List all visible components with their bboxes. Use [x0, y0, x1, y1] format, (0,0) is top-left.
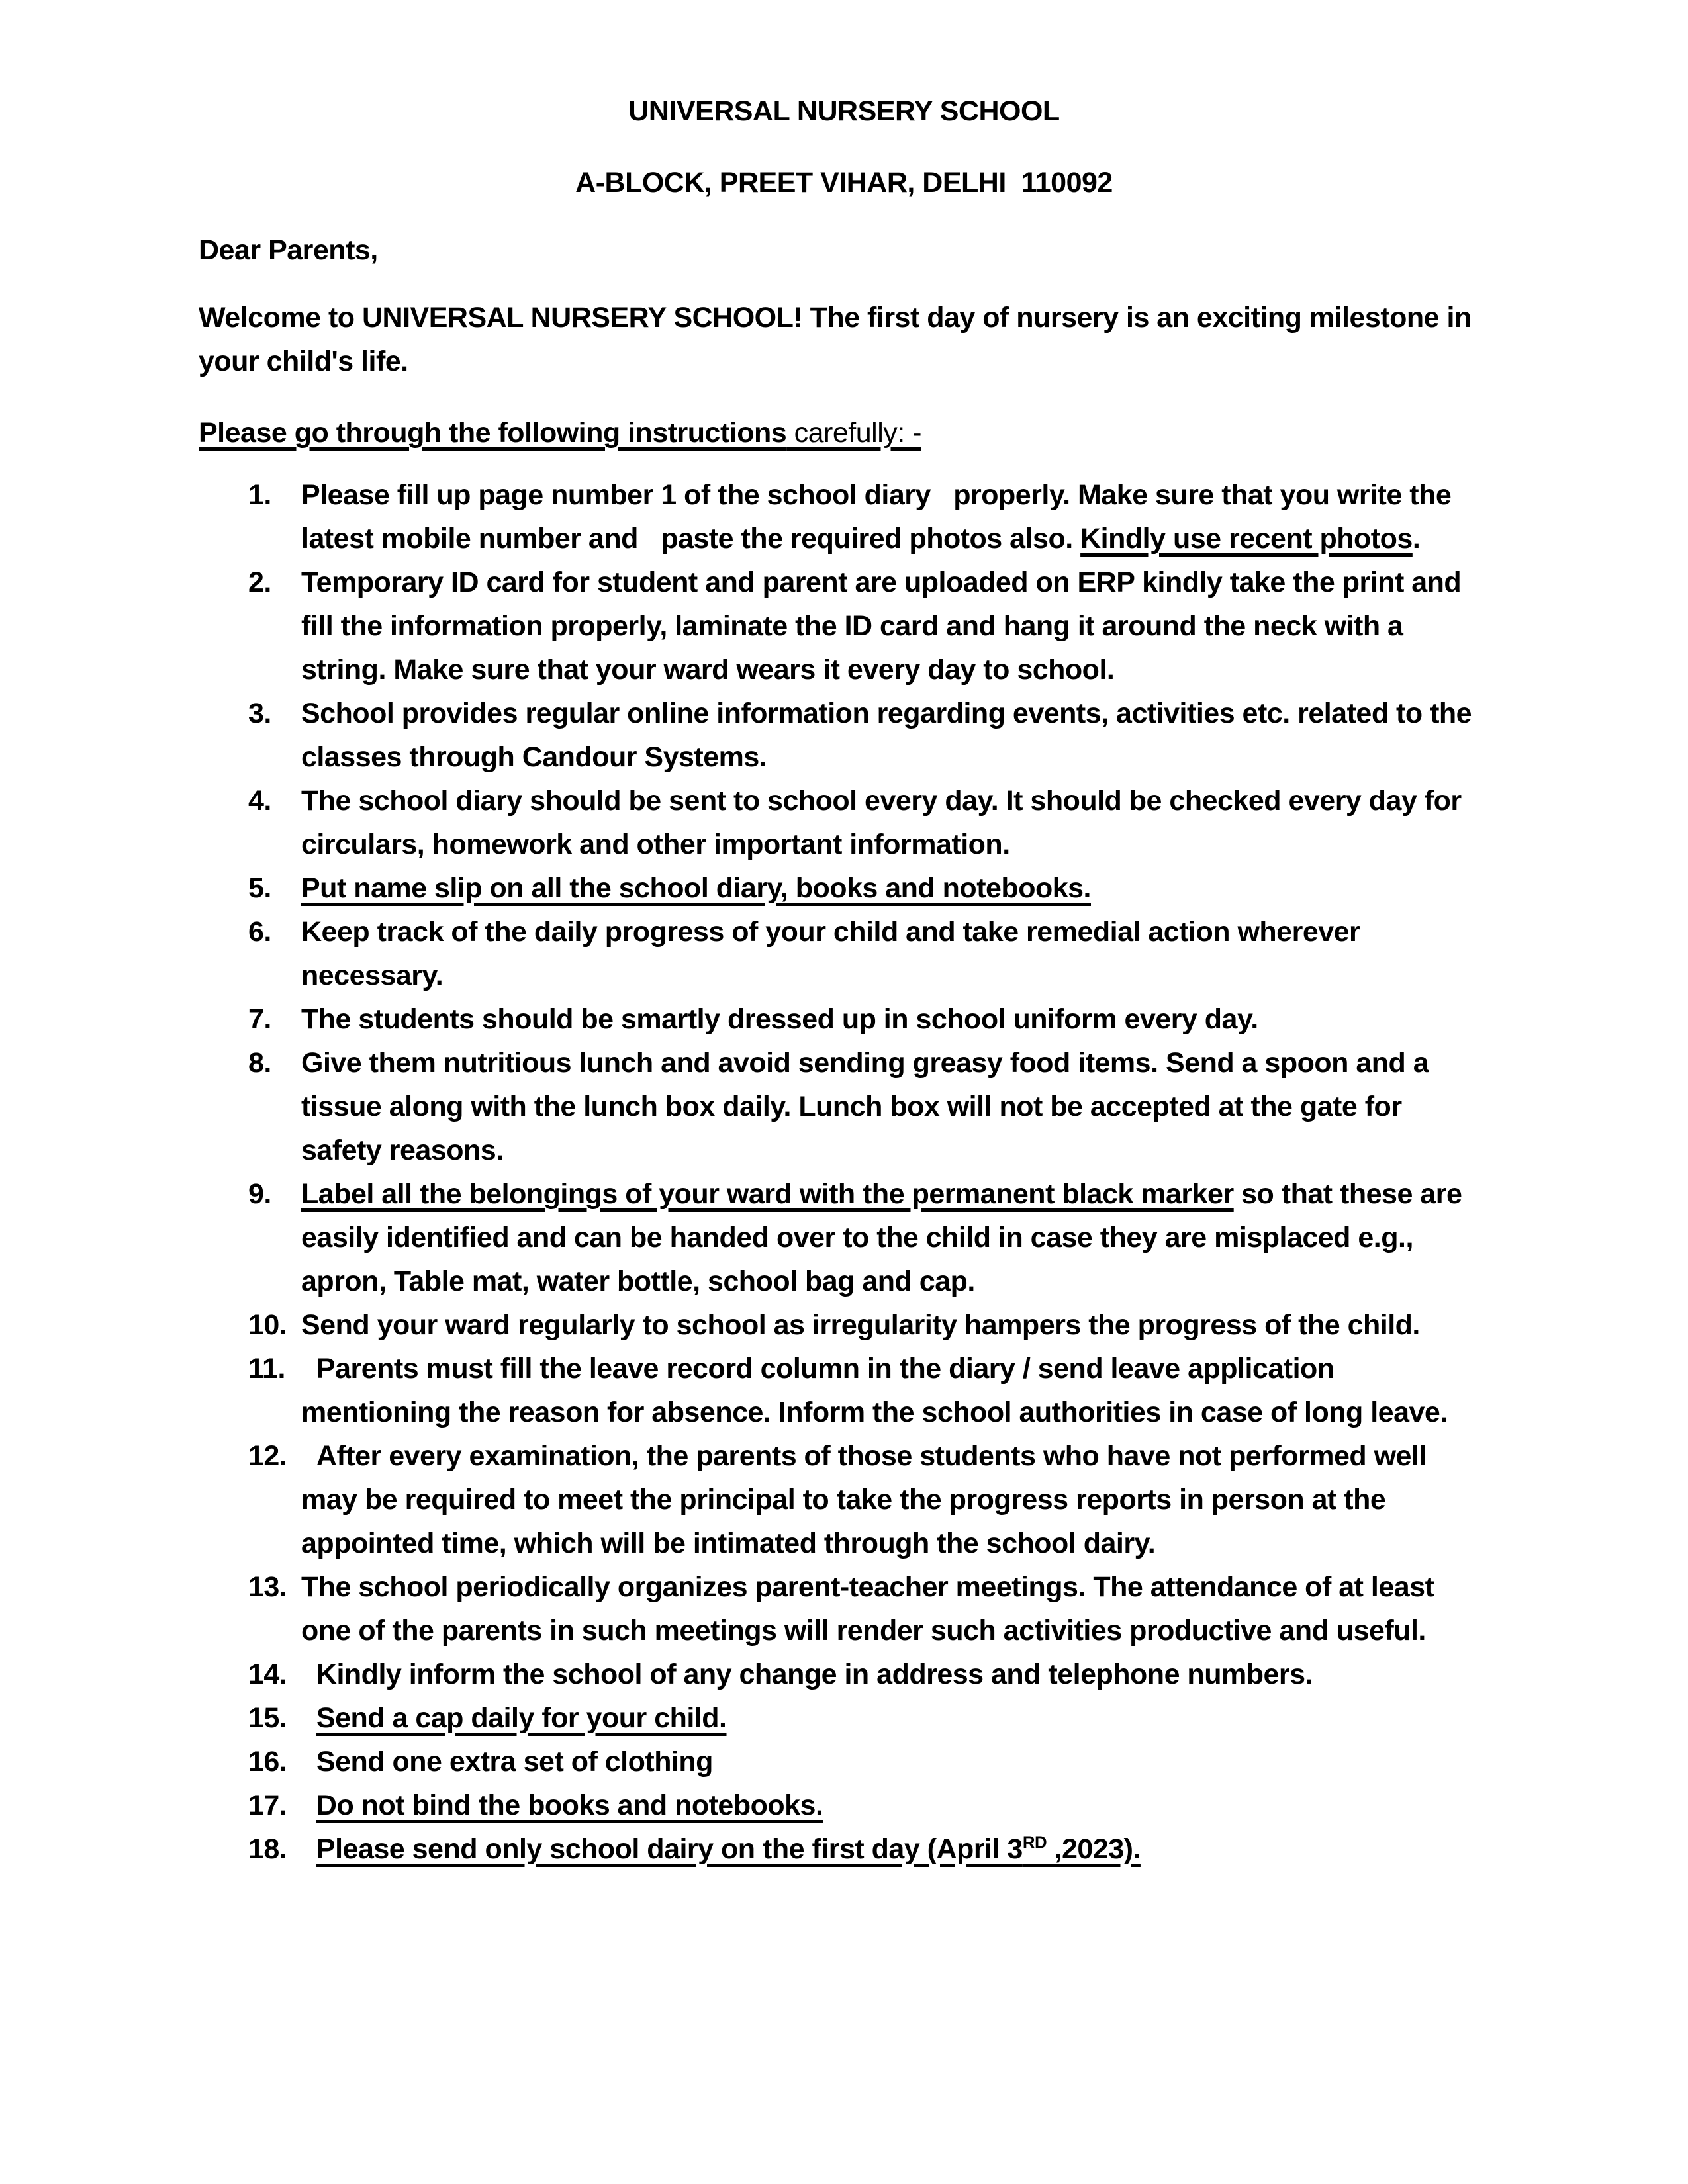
- instruction-item: [199, 997, 1489, 1041]
- instruction-item: [199, 1653, 1489, 1696]
- instructions-heading-bold: Please go through the following instructions: [199, 417, 787, 449]
- instruction-item: [199, 1347, 1489, 1434]
- instruction-item: [199, 1303, 1489, 1347]
- text-segment: Do not bind the books and notebooks.: [316, 1790, 823, 1821]
- instruction-number: 8.: [248, 1047, 271, 1079]
- underlined-text: [301, 872, 1091, 904]
- instruction-number: 18.: [248, 1833, 287, 1865]
- underlined-text: [316, 1833, 1141, 1865]
- text-segment: ,2023).: [1047, 1833, 1141, 1865]
- text-segment: Give them nutritious lunch and avoid sending greasy food items. Send a spoon and a tissue along with the lunch box daily. Lunch box will not be accepted at the gate for safety reasons.: [301, 1047, 1436, 1166]
- instruction-number: 16.: [248, 1746, 287, 1778]
- instruction-item: [199, 866, 1489, 910]
- text-segment: Send a cap daily for your child.: [316, 1702, 727, 1734]
- instruction-number: 3.: [248, 698, 271, 729]
- instruction-number: 10.: [248, 1309, 287, 1341]
- underlined-text: [316, 1702, 727, 1734]
- instruction-number: 9.: [248, 1178, 271, 1210]
- text-segment: [301, 1833, 316, 1865]
- text-segment: The school diary should be sent to school every day. It should be checked every day for circulars, homework and other important information.: [301, 785, 1470, 860]
- underlined-text: [301, 1178, 1234, 1210]
- instruction-number: 4.: [248, 785, 271, 817]
- instruction-number: 7.: [248, 1003, 271, 1035]
- instruction-number: 6.: [248, 916, 271, 948]
- text-segment: Label all the belongings of your ward with the permanent black marker: [301, 1178, 1234, 1210]
- text-segment: The school periodically organizes parent-teacher meetings. The attendance of at least one of the parents in such meetings will render such activities productive and useful.: [301, 1571, 1442, 1647]
- instruction-number: 14.: [248, 1659, 287, 1690]
- text-segment: School provides regular online information regarding events, activities etc. related to the classes through Candour Systems.: [301, 698, 1479, 773]
- instruction-number: 13.: [248, 1571, 287, 1603]
- instruction-item: [199, 561, 1489, 692]
- instruction-item: [199, 1565, 1489, 1653]
- text-segment: Send your ward regularly to school as irregularity hampers the progress of the child.: [301, 1309, 1420, 1341]
- instruction-item: [199, 779, 1489, 866]
- instruction-number: 17.: [248, 1790, 287, 1821]
- instruction-number: 5.: [248, 872, 271, 904]
- underlined-text: [1080, 523, 1413, 555]
- school-name-title: UNIVERSAL NURSERY SCHOOL: [628, 95, 1060, 127]
- welcome-paragraph: Welcome to UNIVERSAL NURSERY SCHOOL! The first day of nursery is an exciting milestone in your child's life.: [199, 302, 1479, 377]
- text-segment: The students should be smartly dressed up in school uniform every day.: [301, 1003, 1258, 1035]
- instruction-number: 1.: [248, 479, 271, 511]
- text-segment: Please fill up page number 1 of the school diary properly. Make sure that you write the latest mobile number and paste the required photos also.: [301, 479, 1459, 555]
- text-segment: Please send only school dairy on the first day (April 3: [316, 1833, 1023, 1865]
- superscript-text: RD: [1022, 1833, 1047, 1852]
- text-segment: Put name slip on all the school diary, books and notebooks.: [301, 872, 1091, 904]
- instruction-number: 15.: [248, 1702, 287, 1734]
- instruction-item: [199, 1041, 1489, 1172]
- instructions-heading-regular: carefully: -: [786, 417, 921, 449]
- text-segment: After every examination, the parents of those students who have not performed well may be required to meet the principal to take the progress reports in person at the appointed time, which will be intimated through the school dairy.: [301, 1440, 1434, 1559]
- underlined-text: [316, 1790, 823, 1821]
- text-segment: Kindly inform the school of any change in address and telephone numbers.: [301, 1659, 1313, 1690]
- text-segment: Temporary ID card for student and parent are uploaded on ERP kindly take the print and fill the information properly, laminate the ID card and hang it around the neck with a string. Make sure that your ward wears it every day to school.: [301, 567, 1469, 686]
- instruction-item: [199, 1784, 1489, 1827]
- text-segment: [301, 1702, 316, 1734]
- school-address: A-BLOCK, PREET VIHAR, DELHI 110092: [575, 167, 1113, 199]
- instruction-item: [199, 1827, 1489, 1871]
- instruction-number: 2.: [248, 567, 271, 598]
- text-segment: Parents must fill the leave record column in the diary / send leave application mentioning the reason for absence. Inform the school authorities in case of long leave.: [301, 1353, 1448, 1428]
- text-segment: so that these are easily identified and can be handed over to the child in case they are misplaced e.g., apron, Table mat, water bottle, school bag and cap.: [301, 1178, 1470, 1297]
- instructions-heading: [199, 411, 1489, 455]
- text-segment: Keep track of the daily progress of your child and take remedial action wherever necessary.: [301, 916, 1368, 991]
- instruction-item: [199, 1172, 1489, 1303]
- instruction-number: 11.: [248, 1353, 285, 1385]
- text-segment: .: [1412, 523, 1421, 555]
- salutation: Dear Parents,: [199, 234, 378, 266]
- instruction-item: [199, 1696, 1489, 1740]
- instructions-list: [199, 473, 1489, 1871]
- text-segment: Send one extra set of clothing: [301, 1746, 713, 1778]
- instruction-item: [199, 910, 1489, 997]
- instruction-item: [199, 692, 1489, 779]
- instruction-item: [199, 1434, 1489, 1565]
- instruction-number: 12.: [248, 1440, 287, 1472]
- text-segment: Kindly use recent photos: [1080, 523, 1413, 555]
- instruction-item: [199, 1740, 1489, 1784]
- text-segment: [301, 1790, 316, 1821]
- instruction-item: [199, 473, 1489, 561]
